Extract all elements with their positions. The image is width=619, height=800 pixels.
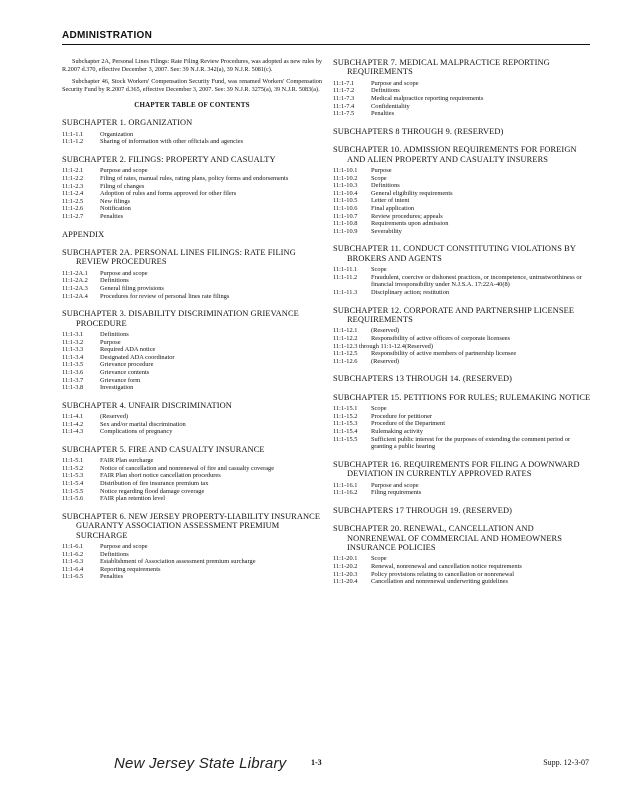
section-number: 11:1-10.8 [333, 220, 358, 228]
section-entry [62, 495, 322, 503]
section-entry [62, 488, 322, 496]
section-entry [62, 175, 322, 183]
section-entry [333, 103, 593, 111]
section-title: Distribution of fire insurance premium tax [100, 480, 209, 488]
section-number: 11:1-3.6 [62, 368, 84, 376]
section-entry [333, 95, 593, 103]
section-entry [333, 482, 593, 490]
subchapter-block [62, 401, 322, 436]
subchapter-block [333, 145, 593, 235]
section-entry [333, 190, 593, 198]
section-entry [333, 182, 593, 190]
section-entry [62, 213, 322, 221]
section-entry [62, 384, 322, 392]
subchapter-block [333, 393, 593, 451]
section-number: 11:1-10.9 [333, 227, 358, 235]
section-entry [333, 228, 593, 236]
section-number: 11:1-15.4 [333, 427, 358, 435]
section-title: Sharing of information with other officials and agencies [100, 138, 244, 146]
section-entry [62, 331, 322, 339]
section-title: Investigation [100, 384, 134, 392]
section-entry [333, 350, 593, 358]
section-entry [62, 558, 322, 566]
subchapter-block [333, 524, 593, 586]
section-number: 11:1-7.3 [333, 95, 355, 102]
section-entry [62, 457, 322, 465]
section-title: Notice of cancellation and nonrenewal of fire and casualty coverage [100, 464, 275, 472]
section-title: Purpose and scope [371, 79, 419, 87]
subchapter-title: APPENDIX [62, 229, 105, 239]
section-number: 11:1-10.1 [333, 167, 358, 174]
section-entry [333, 428, 593, 436]
section-entry [333, 274, 593, 289]
section-title: Review procedures; appeals [371, 212, 443, 220]
subchapter-title: SUBCHAPTER 15. PETITIONS FOR RULES; RULEMAKING NOTICE [333, 392, 591, 402]
subchapter-block [333, 460, 593, 497]
subchapter-title: SUBCHAPTER 20. RENEWAL, CANCELLATION AND NONRENEWAL OF COMMERCIAL AND HOMEOWNERS INSURANCE POLICIES [333, 524, 562, 552]
section-title: Rulemaking activity [371, 427, 424, 435]
section-title: Filing requirements [371, 489, 422, 497]
section-number: 11:1-3.1 [62, 330, 84, 338]
subchapter-block [62, 309, 322, 392]
section-title: Scope [371, 174, 387, 182]
header-rule [62, 44, 590, 45]
section-title: Notification [100, 205, 131, 213]
section-number: 11:1-5.3 [62, 472, 84, 480]
section-title: Definitions [100, 330, 129, 338]
section-number: 11:1-10.4 [333, 189, 358, 197]
section-title: Designated ADA coordinator [100, 353, 175, 361]
section-title: (Reserved) [371, 357, 400, 365]
subchapter-title: SUBCHAPTER 7. MEDICAL MALPRACTICE REPORTING REQUIREMENTS [333, 58, 550, 77]
section-title: Disciplinary action; restitution [371, 288, 450, 296]
section-number: 11:1-20.1 [333, 555, 358, 563]
section-number: 11:1-15.3 [333, 420, 358, 428]
section-number: 11:1-2A.4 [62, 292, 88, 300]
section-title: Fraudulent, coercive or dishonest practices, or incompetence, untrustworthiness or financial irresponsibility under N.J.S.A. 17:22A-40(8) [371, 273, 582, 289]
section-number: 11:1-2.2 [62, 174, 84, 182]
section-title: FAIR plan retention level [100, 495, 166, 503]
section-entry [62, 465, 322, 473]
section-entry [333, 110, 593, 118]
section-number: 11:1-2A.2 [62, 277, 88, 285]
subchapter-block [62, 155, 322, 221]
section-title: Reporting requirements [100, 565, 161, 573]
section-title: Purpose and scope [100, 167, 148, 175]
section-title: Definitions [371, 87, 400, 95]
section-entry [333, 80, 593, 88]
section-number: 11:1-7.4 [333, 102, 355, 110]
section-number: 11:1-6.4 [62, 565, 84, 573]
section-entry [333, 578, 593, 586]
section-number: 11:1-5.4 [62, 480, 84, 488]
page-number: 1-3 [311, 758, 322, 767]
section-title: Purpose and scope [371, 481, 419, 489]
section-number: 11:1-16.2 [333, 489, 358, 497]
section-entry [333, 420, 593, 428]
section-number: 11:1-3.8 [62, 384, 84, 392]
section-number: 11:1-6.1 [62, 543, 84, 551]
section-number: 11:1-2.5 [62, 197, 84, 205]
section-title: Sufficient public interest for the purposes of extending the comment period or granting a public hearing [371, 435, 571, 451]
section-entry [62, 190, 322, 198]
subchapter-block [333, 306, 593, 366]
section-number: 11:1-10.6 [333, 204, 358, 212]
section-entry [62, 428, 322, 436]
section-title: Notice regarding flood damage coverage [100, 487, 205, 495]
section-entry [333, 436, 593, 451]
intro-paragraph: Subchapter 2A, Personal Lines Filings: Rate Filing Review Procedures, was adopted as new rules by R.2007 d.370, effective December 3, 2007. See: 39 N.J.R. 342(a), 39 N.J.R. 5081(c). [62, 58, 322, 73]
subchapter-title: SUBCHAPTER 1. ORGANIZATION [62, 118, 193, 128]
section-number: 11:1-20.4 [333, 578, 358, 586]
section-number: 11:1-12.2 [333, 334, 358, 342]
section-number: 11:1-15.1 [333, 405, 358, 413]
section-number: 11:1-10.5 [333, 197, 358, 205]
subchapter-title: SUBCHAPTER 16. REQUIREMENTS FOR FILING A DOWNWARD DEVIATION IN CURRENTLY APPROVED RATES [333, 459, 580, 479]
section-entry [333, 343, 593, 351]
section-entry [62, 566, 322, 574]
section-number: 11:1-5.6 [62, 495, 84, 503]
section-title: Definitions [100, 550, 129, 558]
section-entry [62, 472, 322, 480]
section-title: New filings [100, 197, 130, 205]
section-number: 11:1-2.4 [62, 190, 84, 198]
section-entry [62, 346, 322, 354]
section-entry [62, 377, 322, 385]
section-number: 11:1-12.6 [333, 357, 358, 365]
section-entry [62, 205, 322, 213]
subchapter-title: SUBCHAPTERS 8 THROUGH 9. (RESERVED) [333, 126, 504, 136]
section-entry [62, 354, 322, 362]
section-number: 11:1-4.3 [62, 428, 84, 436]
section-title: Penalties [371, 110, 395, 118]
right-toc-list [333, 58, 593, 586]
section-title: Definitions [100, 277, 129, 285]
section-entry [62, 167, 322, 175]
section-title: Adoption of rules and forms approved for other filers [100, 190, 237, 198]
section-number: 11:1-2.1 [62, 167, 84, 175]
section-title: FAIR Plan surcharge [100, 457, 154, 465]
section-title: Filing of rates, manual rules, rating plans, policy forms and endorsements [100, 174, 289, 182]
section-title: Procedure for petitioner [371, 412, 433, 420]
section-entry [333, 213, 593, 221]
section-entry [333, 555, 593, 563]
section-entry [333, 87, 593, 95]
section-number: 11:1-12.5 [333, 350, 358, 358]
section-entry [62, 285, 322, 293]
section-entry [333, 197, 593, 205]
section-number: 11:1-3.7 [62, 376, 84, 384]
section-number: 11:1-2A.3 [62, 284, 88, 292]
section-number: 11:1-3.2 [62, 338, 84, 346]
subchapter-block [333, 506, 593, 515]
section-title: FAIR Plan short notice cancellation procedures [100, 472, 221, 480]
section-title: Definitions [371, 182, 400, 190]
subchapter-title: SUBCHAPTERS 13 THROUGH 14. (RESERVED) [333, 374, 512, 384]
section-number: 11:1-3.5 [62, 361, 84, 369]
section-entry [62, 369, 322, 377]
subchapter-block [333, 374, 593, 383]
section-title: Medical malpractice reporting requirements [371, 95, 484, 102]
section-number: 11:1-5.1 [62, 457, 84, 465]
subchapter-title: SUBCHAPTER 10. ADMISSION REQUIREMENTS FOR FOREIGN AND ALIEN PROPERTY AND CASUALTY INSURERS [333, 145, 577, 164]
section-title: Purpose and scope [100, 269, 148, 277]
section-number: 11:1-5.2 [62, 464, 84, 472]
subchapter-title: SUBCHAPTER 2A. PERSONAL LINES FILINGS: RATE FILING REVIEW PROCEDURES [62, 247, 296, 267]
toc-title: CHAPTER TABLE OF CONTENTS [134, 101, 250, 110]
section-title: Severability [371, 227, 402, 235]
section-entry [62, 131, 322, 139]
section-number: 11:1-10.3 [333, 182, 358, 190]
subchapter-block [333, 58, 593, 118]
section-entry [333, 571, 593, 579]
section-number: 11:1-15.2 [333, 412, 358, 420]
section-title: Grievance form [100, 376, 141, 384]
subchapter-title: SUBCHAPTERS 17 THROUGH 19. (RESERVED) [333, 505, 512, 515]
section-entry [62, 138, 322, 146]
subchapter-block [62, 248, 322, 300]
subchapter-title: SUBCHAPTER 6. NEW JERSEY PROPERTY-LIABILITY INSURANCE GUARANTY ASSOCIATION ASSESSMENT PREMIUM SURCHARGE [62, 511, 321, 540]
intro-paragraph: Subchapter 46, Stock Workers' Compensation Security Fund, was renamed Workers' Compensation Security Fund by R.2007 d.365, effective December 3, 2007. See: 39 N.J.R. 3275(a), 39 N.J.R. 5083(a). [62, 78, 322, 93]
section-entry [62, 270, 322, 278]
section-title: General filing provisions [100, 284, 164, 292]
section-number: 11:1-2.7 [62, 212, 84, 220]
section-entry [333, 175, 593, 183]
library-stamp: New Jersey State Library [114, 755, 287, 772]
section-title: Procedures for review of personal lines rate filings [100, 292, 230, 300]
section-title: General eligibility requirements [371, 189, 453, 197]
section-entry [62, 413, 322, 421]
subchapter-block [333, 127, 593, 136]
section-entry [62, 551, 322, 559]
section-entry [62, 573, 322, 581]
section-title: Scope [371, 555, 387, 563]
subchapter-title: SUBCHAPTER 4. UNFAIR DISCRIMINATION [62, 400, 232, 410]
section-entry [333, 327, 593, 335]
subchapter-title: SUBCHAPTER 3. DISABILITY DISCRIMINATION GRIEVANCE PROCEDURE [62, 309, 299, 328]
section-number: 11:1-6.2 [62, 550, 84, 558]
section-entry [333, 563, 593, 571]
section-number: 11:1-7.1 [333, 79, 355, 87]
section-number: 11:1-3.3 [62, 346, 84, 354]
subchapter-title: SUBCHAPTER 11. CONDUCT CONSTITUTING VIOLATIONS BY BROKERS AND AGENTS [333, 244, 576, 263]
section-title: Purpose and scope [100, 543, 148, 551]
section-title: Letter of intent [371, 197, 410, 205]
section-entry [333, 358, 593, 366]
section-entry [333, 413, 593, 421]
section-entry [333, 335, 593, 343]
section-number: 11:1-10.2 [333, 174, 358, 182]
section-number: 11:1-6.5 [62, 573, 84, 581]
section-title: Required ADA notice [100, 346, 156, 354]
section-number: 11:1-1.1 [62, 130, 84, 138]
section-number: 11:1-4.1 [62, 413, 84, 421]
section-title: Purpose [100, 338, 121, 346]
subchapter-block [62, 118, 322, 146]
section-title: Cancellation and nonrenewal underwriting guidelines [371, 578, 509, 586]
section-entry [62, 421, 322, 429]
section-number: 11:1-12.1 [333, 327, 358, 335]
left-toc-list [62, 118, 322, 581]
section-title: (Reserved) [371, 327, 400, 335]
section-title: Filing of changes [100, 182, 145, 190]
section-number: 11:1-15.5 [333, 435, 358, 443]
section-title: Complications of pregnancy [100, 428, 173, 436]
section-entry [62, 183, 322, 191]
section-entry [333, 205, 593, 213]
section-title: Establishment of Association assessment premium surcharge [100, 558, 256, 566]
section-title: Final application [371, 204, 415, 212]
section-title: Responsibility of active members of partnership licensee [371, 350, 517, 358]
section-number: 11:1-2A.1 [62, 269, 88, 277]
section-number: 11:1-3.4 [62, 353, 84, 361]
section-entry [62, 361, 322, 369]
supplement-date: Supp. 12-3-07 [543, 758, 589, 767]
right-column [333, 58, 593, 595]
section-entry [62, 480, 322, 488]
subchapter-block [62, 445, 322, 503]
section-title: Purpose [371, 167, 392, 174]
section-entry [333, 167, 593, 175]
section-number: 11:1-16.1 [333, 481, 358, 489]
section-title: Responsibility of active officers of corporate licensees [371, 334, 511, 342]
section-number: 11:1-11.3 [333, 288, 358, 296]
section-entry [62, 543, 322, 551]
section-entry [333, 489, 593, 497]
section-number: 11:1-20.3 [333, 570, 358, 578]
section-title: Sex and/or marital discrimination [100, 420, 186, 428]
section-title: Requirements upon admission [371, 220, 449, 228]
subchapter-block [62, 512, 322, 581]
section-entry [62, 339, 322, 347]
section-title: Organization [100, 130, 134, 138]
section-number: 11:1-7.5 [333, 110, 355, 118]
section-number: 11:1-10.7 [333, 212, 358, 220]
left-column [62, 58, 322, 590]
subchapter-title: SUBCHAPTER 2. FILINGS: PROPERTY AND CASUALTY [62, 154, 276, 164]
section-number: 11:1-11.1 [333, 266, 358, 274]
section-number: 11:1-2.3 [62, 182, 84, 190]
subchapter-title: SUBCHAPTER 12. CORPORATE AND PARTNERSHIP LICENSEE REQUIREMENTS [333, 305, 575, 324]
section-title: Procedure of the Department [371, 420, 445, 428]
section-entry [62, 277, 322, 285]
section-entry [62, 293, 322, 301]
section-number: 11:1-12.3 through 11:1-12.4 [333, 342, 405, 350]
section-title: Scope [371, 266, 387, 274]
section-title: Policy provisions relating to cancellation or nonrenewal [371, 570, 515, 578]
section-number: 11:1-7.2 [333, 87, 355, 95]
section-title: Scope [371, 405, 387, 413]
section-number: 11:1-5.5 [62, 487, 84, 495]
section-number: 11:1-20.2 [333, 562, 358, 570]
section-number: 11:1-4.2 [62, 420, 84, 428]
subchapter-title: SUBCHAPTER 5. FIRE AND CASUALTY INSURANCE [62, 444, 265, 454]
section-title: Renewal, nonrenewal and cancellation notice requirements [371, 562, 522, 570]
section-number: 11:1-2.6 [62, 205, 84, 213]
section-entry [333, 405, 593, 413]
section-title: Grievance procedure [100, 361, 154, 369]
section-title: (Reserved) [404, 342, 433, 350]
subchapter-block [62, 230, 322, 239]
section-number: 11:1-1.2 [62, 138, 84, 146]
section-entry [333, 220, 593, 228]
page-header: ADMINISTRATION [62, 30, 153, 41]
section-number: 11:1-6.3 [62, 558, 84, 566]
section-title: (Reserved) [100, 413, 129, 421]
section-title: Penalties [100, 573, 124, 581]
section-title: Confidentiality [371, 102, 410, 110]
section-title: Penalties [100, 212, 124, 220]
subchapter-block [333, 244, 593, 296]
section-entry [62, 198, 322, 206]
section-entry [333, 289, 593, 297]
section-title: Grievance contents [100, 368, 150, 376]
section-number: 11:1-11.2 [333, 273, 358, 281]
section-entry [333, 266, 593, 274]
